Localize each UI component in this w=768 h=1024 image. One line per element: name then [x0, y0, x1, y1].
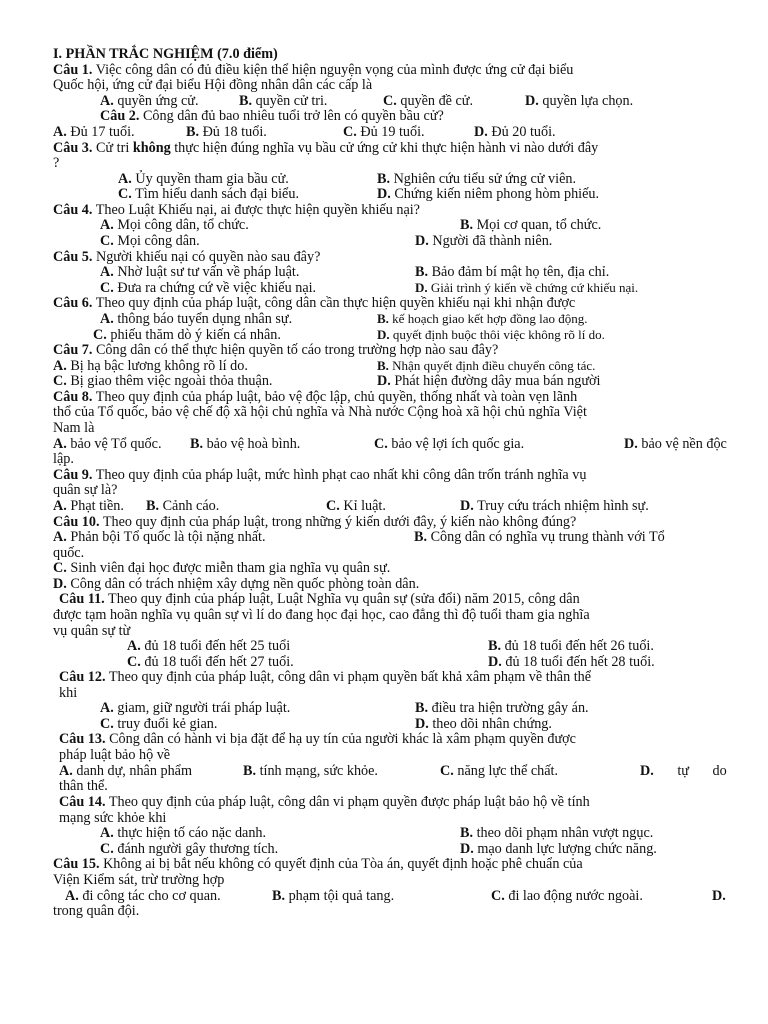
question-3-stem: Câu 3. Cử tri không thực hiện đúng nghĩa vụ bầu cử ứng cử khi thực hiện hành vi nào dưới đây [53, 140, 599, 156]
question-15-stem: Câu 15. Không ai bị bắt nếu không có quyết định của Tòa án, quyết định hoặc phê chuẩn của [53, 856, 583, 872]
option-d[interactable]: D. Đủ 20 tuổi. [474, 124, 556, 140]
question-1-stem-line-2: Quốc hội, ứng cử đại biểu Hội đồng nhân dân các cấp là [53, 77, 373, 93]
option-b[interactable]: B. bảo vệ hoà bình. [190, 436, 301, 452]
option-b[interactable]: B. kế hoạch giao kết hợp đồng lao động. [377, 311, 588, 326]
option-b[interactable]: B. Nghiên cứu tiểu sử ứng cử viên. [377, 171, 577, 187]
option-b[interactable]: B. quyền cử tri. [239, 93, 328, 109]
option-a[interactable]: A. Mọi công dân, tổ chức. [100, 217, 249, 233]
option-c[interactable]: C. năng lực thể chất. [440, 763, 559, 779]
option-d[interactable]: D. Truy cứu trách nhiệm hình sự. [460, 498, 649, 514]
option-d[interactable]: D. quyền lựa chọn. [525, 93, 634, 109]
option-b[interactable]: B. phạm tội quả tang. [272, 888, 395, 904]
option-c[interactable]: C. phiếu thăm dò ý kiến cá nhân. [93, 327, 281, 343]
question-15-stem-line-2: Viện Kiểm sát, trừ trường hợp [53, 872, 225, 888]
question-14-stem: Câu 14. Theo quy định của pháp luật, công dân vi phạm quyền được pháp luật bảo hộ về tính [59, 794, 590, 810]
option-b[interactable]: B. điều tra hiện trường gây án. [415, 700, 589, 716]
option-c[interactable]: C. Sinh viên đại học được miễn tham gia nghĩa vụ quân sự. [53, 560, 391, 576]
option-d[interactable]: D. Giải trình ý kiến về chứng cứ khiếu nại. [415, 280, 639, 295]
question-12-stem: Câu 12. Theo quy định của pháp luật, công dân vi phạm quyền bất khả xâm phạm về thân thể [59, 669, 592, 685]
question-12-stem-line-2: khi [59, 685, 78, 701]
option-d[interactable]: D. đủ 18 tuổi đến hết 28 tuổi. [488, 654, 655, 670]
option-d[interactable]: D. [712, 888, 726, 904]
option-c[interactable]: C. bảo vệ lợi ích quốc gia. [374, 436, 525, 452]
question-11-stem-line-3: vụ quân sự từ [53, 623, 131, 639]
question-9-stem: Câu 9. Theo quy định của pháp luật, mức hình phạt cao nhất khi công dân trốn tránh nghĩa vụ [53, 467, 587, 483]
section-heading: I. PHẦN TRẮC NGHIỆM (7.0 điểm) [53, 46, 278, 62]
question-11-stem: Câu 11. Theo quy định của pháp luật, Luật Nghĩa vụ quân sự (sửa đổi) năm 2015, công dân [59, 591, 580, 607]
option-d[interactable]: D. mạo danh lực lượng chức năng. [460, 841, 657, 857]
question-label: Câu 10. [53, 514, 100, 530]
question-label: Câu 6. [53, 295, 93, 311]
option-a[interactable]: A. giam, giữ người trái pháp luật. [100, 700, 291, 716]
option-b[interactable]: B. đủ 18 tuổi đến hết 26 tuổi. [488, 638, 654, 654]
question-label: Câu 7. [53, 342, 93, 358]
option-a[interactable]: A. thông báo tuyển dụng nhân sự. [100, 311, 293, 327]
question-8-stem-line-3: Nam là [53, 420, 95, 436]
option-c[interactable]: C. đi lao động nước ngoài. [491, 888, 643, 904]
question-15-option-d-continued: trong quân đội. [53, 903, 140, 919]
option-d[interactable]: D. Phát hiện đường dây mua bán người [377, 373, 601, 389]
option-c[interactable]: C. đánh người gây thương tích. [100, 841, 279, 857]
question-8-stem-line-2: thổ của Tổ quốc, bảo vệ chế độ xã hội chủ nghĩa và Nhà nước Cộng hoà xã hội chủ nghĩa Việt [53, 404, 587, 420]
question-label: Câu 12. [59, 669, 106, 685]
option-d[interactable]: D. Chứng kiến niêm phong hòm phiếu. [377, 186, 600, 202]
question-label: Câu 2. [100, 108, 140, 124]
question-label: Câu 4. [53, 202, 93, 218]
option-b[interactable]: B. Cảnh cáo. [146, 498, 220, 514]
option-d[interactable]: D. Công dân có trách nhiệm xây dựng nền quốc phòng toàn dân. [53, 576, 420, 592]
option-d[interactable]: D. bảo vệ nền độc [624, 436, 727, 452]
option-b[interactable]: B. theo dõi phạm nhân vượt ngục. [460, 825, 654, 841]
question-label: Câu 13. [59, 731, 106, 747]
question-label: Câu 9. [53, 467, 93, 483]
question-6-stem: Câu 6. Theo quy định của pháp luật, công dân cần thực hiện quyền khiếu nại khi nhận được [53, 295, 576, 311]
option-c[interactable]: C. Đưa ra chứng cứ về việc khiếu nại. [100, 280, 317, 296]
option-b[interactable]: B. Bảo đảm bí mật họ tên, địa chỉ. [415, 264, 610, 280]
option-c[interactable]: C. truy đuổi kẻ gian. [100, 716, 218, 732]
question-13-stem-line-2: pháp luật bảo hộ về [59, 747, 171, 763]
option-c[interactable]: C. Tìm hiểu danh sách đại biểu. [118, 186, 299, 202]
question-13-option-d-continued: thân thể. [59, 778, 108, 794]
question-label: Câu 5. [53, 249, 93, 265]
option-c[interactable]: C. đủ 18 tuổi đến hết 27 tuổi. [127, 654, 294, 670]
option-a[interactable]: A. bảo vệ Tổ quốc. [53, 436, 162, 452]
option-b[interactable]: B. Mọi cơ quan, tổ chức. [460, 217, 602, 233]
option-b[interactable]: B. Công dân có nghĩa vụ trung thành với Tổ [414, 529, 665, 545]
question-13-stem: Câu 13. Công dân có hành vi bịa đặt để hạ uy tín của người khác là xâm phạm quyền được [59, 731, 576, 747]
option-a[interactable]: A. Bị hạ bậc lương không rõ lí do. [53, 358, 248, 374]
option-d[interactable]: D. tự do [640, 763, 727, 779]
option-c[interactable]: C. Kỉ luật. [326, 498, 386, 514]
question-8-stem: Câu 8. Theo quy định của pháp luật, bảo vệ độc lập, chủ quyền, thống nhất và toàn vẹn lãnh [53, 389, 578, 405]
question-8-option-d-continued: lập. [53, 451, 74, 467]
option-c[interactable]: C. Mọi công dân. [100, 233, 200, 249]
question-14-stem-line-2: mạng sức khỏe khi [59, 810, 167, 826]
question-9-stem-line-2: quân sự là? [53, 482, 118, 498]
question-label: Câu 8. [53, 389, 93, 405]
option-d[interactable]: D. theo dõi nhân chứng. [415, 716, 552, 732]
question-label: Câu 1. [53, 62, 93, 78]
question-label: Câu 11. [59, 591, 105, 607]
question-5-stem: Câu 5. Người khiếu nại có quyền nào sau đây? [53, 249, 321, 265]
option-c[interactable]: C. Bị giao thêm việc ngoài thỏa thuận. [53, 373, 273, 389]
option-b[interactable]: B. tính mạng, sức khỏe. [243, 763, 378, 779]
question-1-stem: Câu 1. Việc công dân có đủ điều kiện thể hiện nguyện vọng của mình được ứng cử đại biểu [53, 62, 574, 78]
question-label: Câu 14. [59, 794, 106, 810]
option-b[interactable]: B. Nhận quyết định điều chuyển công tác. [377, 358, 596, 373]
question-3-stem-tail: ? [53, 155, 60, 171]
option-c[interactable]: C. quyền đề cử. [383, 93, 474, 109]
option-a[interactable]: A. Phạt tiền. [53, 498, 124, 514]
option-a[interactable]: A. Đủ 17 tuổi. [53, 124, 135, 140]
option-d[interactable]: D. quyết định buộc thôi việc không rõ lí do. [377, 327, 605, 342]
option-a[interactable]: A. đủ 18 tuổi đến hết 25 tuổi [127, 638, 291, 654]
question-2-stem: Câu 2. Công dân đủ bao nhiêu tuổi trở lên có quyền bầu cử? [100, 108, 444, 124]
option-a[interactable]: A. danh dự, nhân phẩm [59, 763, 192, 779]
option-a[interactable]: A. Phản bội Tổ quốc là tội nặng nhất. [53, 529, 266, 545]
option-a[interactable]: A. quyền ứng cử. [100, 93, 199, 109]
option-a[interactable]: A. Ủy quyền tham gia bầu cử. [118, 171, 289, 187]
question-4-stem: Câu 4. Theo Luật Khiếu nại, ai được thực hiện quyền khiếu nại? [53, 202, 420, 218]
question-label: Câu 3. [53, 140, 93, 156]
option-a[interactable]: A. Nhờ luật sư tư vấn về pháp luật. [100, 264, 300, 280]
option-a[interactable]: A. đi công tác cho cơ quan. [65, 888, 221, 904]
option-c[interactable]: C. Đủ 19 tuổi. [343, 124, 425, 140]
question-11-stem-line-2: được tạm hoãn nghĩa vụ quân sự vì lí do đang học đại học, cao đẳng thì độ tuổi tham gia nghĩa [53, 607, 590, 623]
question-10-option-b-continued: quốc. [53, 545, 85, 561]
question-7-stem: Câu 7. Công dân có thể thực hiện quyền tố cáo trong trường hợp nào sau đây? [53, 342, 499, 358]
option-d[interactable]: D. Người đã thành niên. [415, 233, 553, 249]
option-b[interactable]: B. Đủ 18 tuổi. [186, 124, 267, 140]
question-label: Câu 15. [53, 856, 100, 872]
question-10-stem: Câu 10. Theo quy định của pháp luật, trong những ý kiến dưới đây, ý kiến nào không đúng? [53, 514, 577, 530]
option-a[interactable]: A. thực hiện tố cáo nặc danh. [100, 825, 267, 841]
